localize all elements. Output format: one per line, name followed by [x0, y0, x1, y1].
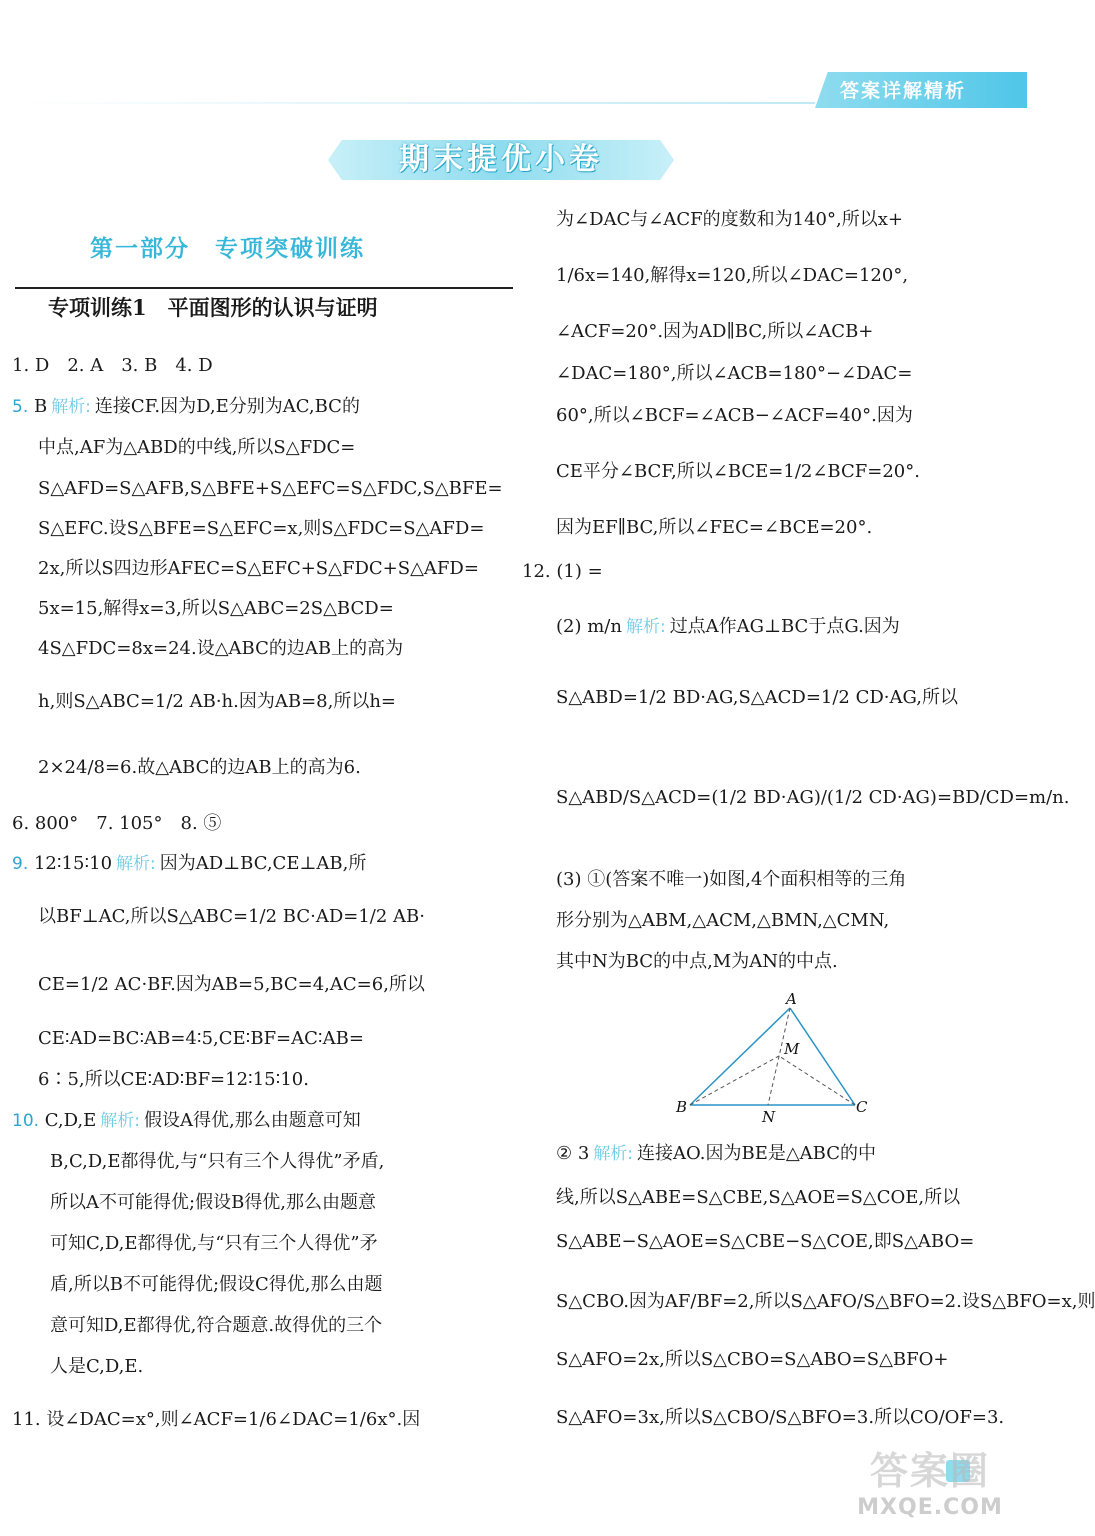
analysis-tag: 解析: [116, 854, 156, 874]
answer-line: 5x=15,解得x=3,所以S△ABC=2S△BCD= [38, 598, 394, 619]
answer-line: 人是C,D,E. [50, 1356, 144, 1377]
question-number: 5. [12, 397, 29, 417]
answer-text: 因为AD⊥BC,CE⊥AB,所 [159, 853, 367, 874]
answer-line: 以BF⊥AC,所以S△ABC=1/2 BC·AD=1/2 AB· [38, 906, 425, 927]
watermark-url: MXQE.COM [857, 1495, 1003, 1520]
answer-line: CE平分∠BCF,所以∠BCE=1/2∠BCF=20°. [556, 461, 920, 482]
answer-line [12, 852, 366, 876]
answer-line: (3) ①(答案不唯一)如图,4个面积相等的三角 [556, 869, 907, 890]
answer-num: (2) m/n [556, 616, 622, 637]
answer-line: B,C,D,E都得优,与“只有三个人得优”矛盾, [50, 1151, 385, 1172]
answer-num: 9. 12∶15∶10 [12, 853, 113, 874]
answer-line: 1/6x=140,解得x=120,所以∠DAC=120°, [556, 265, 909, 286]
figure-segment-bm [690, 1056, 779, 1105]
answer-line: 6. 800° 7. 105° 8. ⑤ [12, 813, 222, 834]
answer-line: 60°,所以∠BCF=∠ACB−∠ACF=40°.因为 [556, 405, 913, 426]
analysis-tag: 解析: [593, 1144, 634, 1164]
answer-line: 2x,所以S四边形AFEC=S△EFC+S△FDC+S△AFD= [38, 558, 479, 579]
answer-line: 盾,所以B不可能得优;假设C得优,那么由题 [50, 1274, 383, 1295]
answer-line: CE∶AD=BC∶AB=4∶5,CE∶BF=AC∶AB= [38, 1028, 364, 1049]
answer-line: 其中N为BC的中点,M为AN的中点. [556, 951, 838, 972]
answer-line: 中点,AF为△ABD的中线,所以S△FDC= [38, 437, 356, 458]
figure-label-b: B [676, 1098, 688, 1116]
answer-line: 线,所以S△ABE=S△CBE,S△AOE=S△COE,所以 [556, 1187, 961, 1208]
answer-num: 10. C,D,E [12, 1110, 97, 1131]
answer-line: 6∶5,所以CE∶AD∶BF=12∶15∶10. [38, 1069, 309, 1090]
answer-line: 形分别为△ABM,△ACM,△BMN,△CMN, [556, 910, 890, 931]
answer-num: 5. B [12, 396, 48, 417]
answer-line: 11. 设∠DAC=x°,则∠ACF=1/6∠DAC=1/6x°.因 [12, 1409, 421, 1430]
watermark-logo: 答案圈 [869, 1449, 990, 1493]
answer-text: 过点A作AG⊥BC于点G.因为 [669, 616, 900, 637]
answer-line: S△ABE−S△AOE=S△CBE−S△COE,即S△ABO= [556, 1231, 975, 1252]
answer-line: 因为EF∥BC,所以∠FEC=∠BCE=20°. [556, 517, 873, 538]
answer-line: S△AFO=2x,所以S△CBO=S△ABO=S△BFO+ [556, 1349, 949, 1370]
answer-line: S△EFC.设S△BFE=S△EFC=x,则S△FDC=S△AFD= [38, 518, 485, 539]
answer-line: S△CBO.因为AF/BF=2,所以S△AFO/S△BFO=2.设S△BFO=x,则 [556, 1291, 1095, 1312]
answer-text: 假设A得优,那么由题意可知 [144, 1110, 361, 1131]
answer-line: 为∠DAC与∠ACF的度数和为140°,所以x+ [556, 209, 903, 230]
answer-line: S△AFD=S△AFB,S△BFE+S△EFC=S△FDC,S△BFE= [38, 478, 503, 499]
answer-line: 4S△FDC=8x=24.设△ABC的边AB上的高为 [38, 638, 404, 659]
answer-line [12, 1109, 361, 1133]
answer-line [556, 615, 900, 639]
header-tab-label: 答案详解精析 [840, 80, 967, 102]
answer-line: 1. D 2. A 3. B 4. D [12, 355, 213, 376]
figure-label-a: A [786, 990, 797, 1008]
section-title: 专项训练1 平面图形的认识与证明 [48, 295, 378, 320]
answer-line: 可知C,D,E都得优,与“只有三个人得优”矛 [50, 1233, 378, 1254]
analysis-tag: 解析: [625, 617, 666, 637]
section-rule [15, 287, 513, 289]
question-number: 9. [12, 854, 29, 874]
answer-line: S△AFO=3x,所以S△CBO/S△BFO=3.所以CO/OF=3. [556, 1407, 1005, 1428]
answer-line: CE=1/2 AC·BF.因为AB=5,BC=4,AC=6,所以 [38, 974, 425, 995]
figure-label-c: C [856, 1098, 868, 1116]
answer-line: h,则S△ABC=1/2 AB·h.因为AB=8,所以h= [38, 691, 397, 712]
part-title: 第一部分 专项突破训练 [90, 236, 365, 262]
answer-line [12, 395, 360, 419]
figure-segment-cm [779, 1056, 855, 1105]
answer-line: 2×24/8=6.故△ABC的边AB上的高为6. [38, 757, 361, 778]
triangle-figure [670, 990, 880, 1130]
answer-line: ∠DAC=180°,所以∠ACB=180°−∠DAC= [556, 363, 913, 384]
answer-num: ② 3 [556, 1143, 590, 1164]
answer-line [556, 1142, 876, 1166]
answer-line: 所以A不可能得优;假设B得优,那么由题意 [50, 1192, 377, 1213]
question-number: 10. [12, 1111, 40, 1131]
figure-edge-ac [790, 1008, 855, 1105]
answer-line: 意可知D,E都得优,符合题意.故得优的三个 [50, 1315, 383, 1336]
analysis-tag: 解析: [100, 1111, 141, 1131]
figure-edge-ab [690, 1008, 790, 1105]
figure-label-m: M [784, 1040, 800, 1058]
answer-text: 连接AO.因为BE是△ABC的中 [637, 1143, 877, 1164]
answer-text: 连接CF.因为D,E分别为AC,BC的 [94, 396, 360, 417]
answer-line: S△ABD/S△ACD=(1/2 BD·AG)/(1/2 CD·AG)=BD/CD=m/n. [556, 787, 1070, 808]
analysis-tag: 解析: [51, 397, 91, 417]
watermark [845, 1440, 1015, 1528]
answer-line: ∠ACF=20°.因为AD∥BC,所以∠ACB+ [556, 321, 874, 342]
page-title: 期末提优小卷 [399, 142, 603, 177]
answer-line: 12. (1) = [522, 561, 603, 582]
figure-label-n: N [762, 1108, 776, 1126]
answer-line: S△ABD=1/2 BD·AG,S△ACD=1/2 CD·AG,所以 [556, 687, 958, 708]
header-rule [15, 102, 815, 104]
